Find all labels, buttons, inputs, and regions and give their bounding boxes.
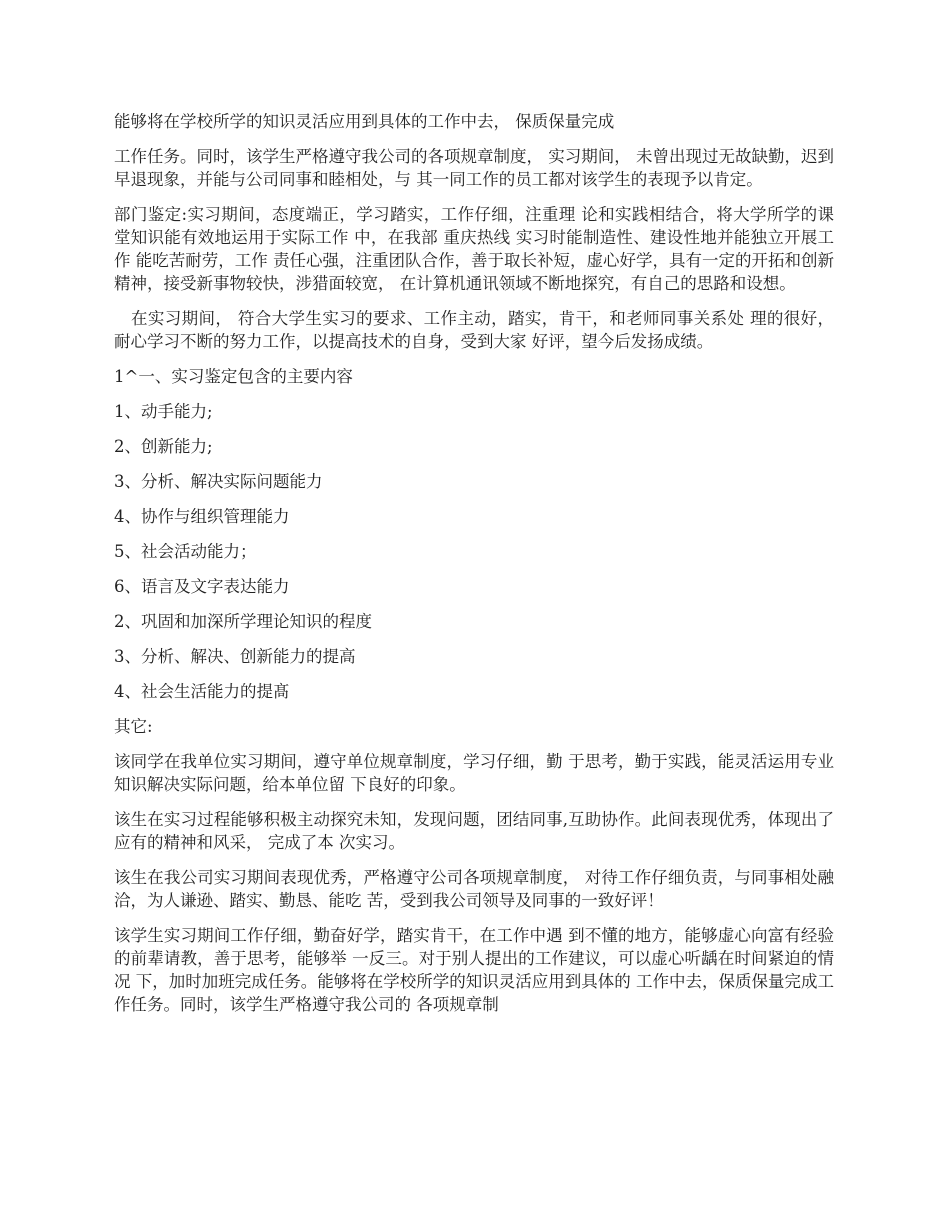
paragraph-intro-continued: 能够将在学校所学的知识灵活应用到具体的工作中去， 保质保量完成: [114, 112, 615, 131]
paragraph-comment: 该生在我公司实习期间表现优秀，严格遵守公司各项规章制度， 对待工作仔细负责，与同事相处融洽，为人谦逊、踏实、勤恳、能吃 苦，受到我公司领导及同事的一致好评！: [114, 868, 834, 910]
list-item: 5、社会活动能力；: [114, 542, 257, 561]
section-heading-other: 其它:: [114, 717, 153, 736]
list-item: 3、分析、解决实际问题能力: [114, 472, 323, 491]
list-item: 1、动手能力;: [114, 402, 213, 421]
list-item: 3、分析、解决、创新能力的提高: [114, 647, 356, 666]
paragraph-internship-period: 在实习期间， 符合大学生实习的要求、工作主动，踏实，肯干，和老师同事关系处 理的很好，耐心学习不断的努力工作，以提高技术的自身，受到大家 好评，望今后发扬成绩。: [114, 309, 834, 351]
list-item: 4、社会生活能力的提髙: [114, 682, 290, 701]
paragraph-department-appraisal: 部门鉴定:实习期间，态度端正，学习踏实，工作仔细，注重理 论和实践相结合，将大学所学的课堂知识能有效地运用于实际工作 中，在我部 重庆热线 实习时能制造性、建设性地并能独立开展工作 能吃苦耐劳，工作 责任心强，注重团队合作，善于取长补短，虚心好学，具有一定的开拓和创新精神，接受新事物较快，涉猎面较宽， 在计算机通讯领域不断地探究，有自己的思路和设想。: [114, 205, 834, 293]
paragraph-work-tasks: 工作任务。同时，该学生严格遵守我公司的各项规章制度， 实习期间， 未曾出现过无故缺勤，迟到早退现象，并能与公司同事和睦相处，与 其一同工作的员工都对该学生的表现予以肯定。: [114, 147, 834, 189]
paragraph-comment: 该同学在我单位实习期间，遵守单位规章制度，学习仔细，勤 于思考，勤于实践，能灵活运用专业知识解决实际问题，给本单位留 下良好的印象。: [114, 752, 834, 794]
paragraph-comment: 该生在实习过程能够积极主动探究未知，发现问题，团结同事,互助协作。此间表现优秀，体现出了应有的精神和风采， 完成了本 次实习。: [114, 810, 834, 852]
section-heading-main-content: 1^一、实习鉴定包含的主要内容: [114, 367, 353, 386]
list-item: 4、协作与组织管理能力: [114, 507, 290, 526]
list-item: 2、创新能力;: [114, 437, 213, 456]
document-page: [114, 110, 834, 1028]
list-item: 6、语言及文字表达能力: [114, 577, 290, 596]
list-item: 2、巩固和加深所学理论知识的程度: [114, 612, 372, 631]
paragraph-comment: 该学生实习期间工作仔细，勤奋好学，踏实肯干，在工作中遇 到不懂的地方，能够虚心向富有经验的前辈请教，善于思考，能够举 一反三。对于别人提出的工作建议，可以虚心听龋在时间紧迫的情况 下，加时加班完成任务。能够将在学校所学的知识灵活应用到具体的 工作中去，保质保量完成工作任务。同时，该学生严格遵守我公司的 各项规章制: [114, 926, 834, 1014]
